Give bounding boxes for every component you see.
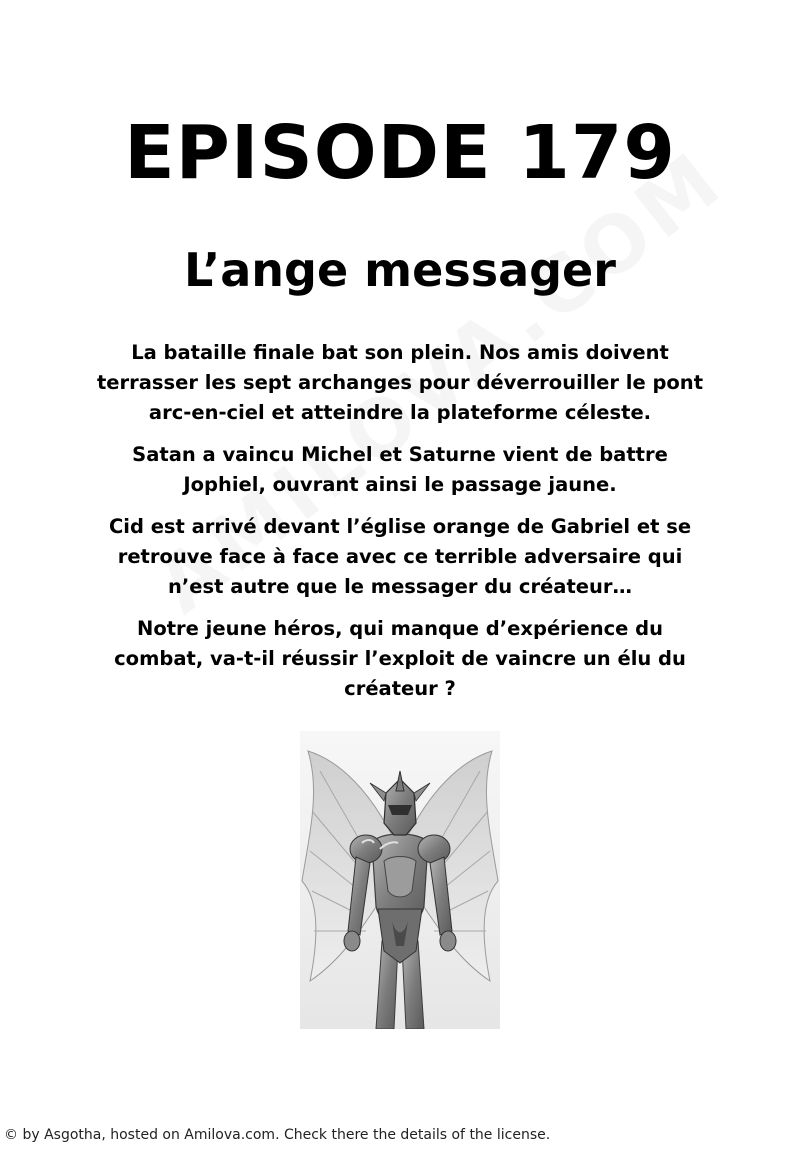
episode-title: EPISODE 179: [124, 110, 676, 196]
synopsis-paragraph: Notre jeune héros, qui manque d’expérience du combat, va-t-il réussir l’exploit de vaincre un élu du créateur ?: [114, 617, 686, 700]
episode-subtitle: L’ange messager: [184, 243, 616, 297]
winged-armored-angel-icon: [300, 731, 500, 1029]
synopsis: [90, 338, 710, 716]
synopsis-paragraph: Cid est arrivé devant l’église orange de Gabriel et se retrouve face à face avec ce terrible adversaire qui n’est autre que le messager du créateur…: [108, 515, 692, 598]
synopsis-paragraph: La bataille finale bat son plein. Nos amis doivent terrasser les sept archanges pour déverrouiller le pont arc-en-ciel et atteindre la plateforme céleste.: [96, 341, 704, 424]
license-footer: © by Asgotha, hosted on Amilova.com. Check there the details of the license.: [4, 1127, 551, 1143]
synopsis-paragraph: Satan a vaincu Michel et Saturne vient de battre Jophiel, ouvrant ainsi le passage jaune.: [132, 443, 668, 496]
angel-illustration: [300, 731, 500, 1029]
